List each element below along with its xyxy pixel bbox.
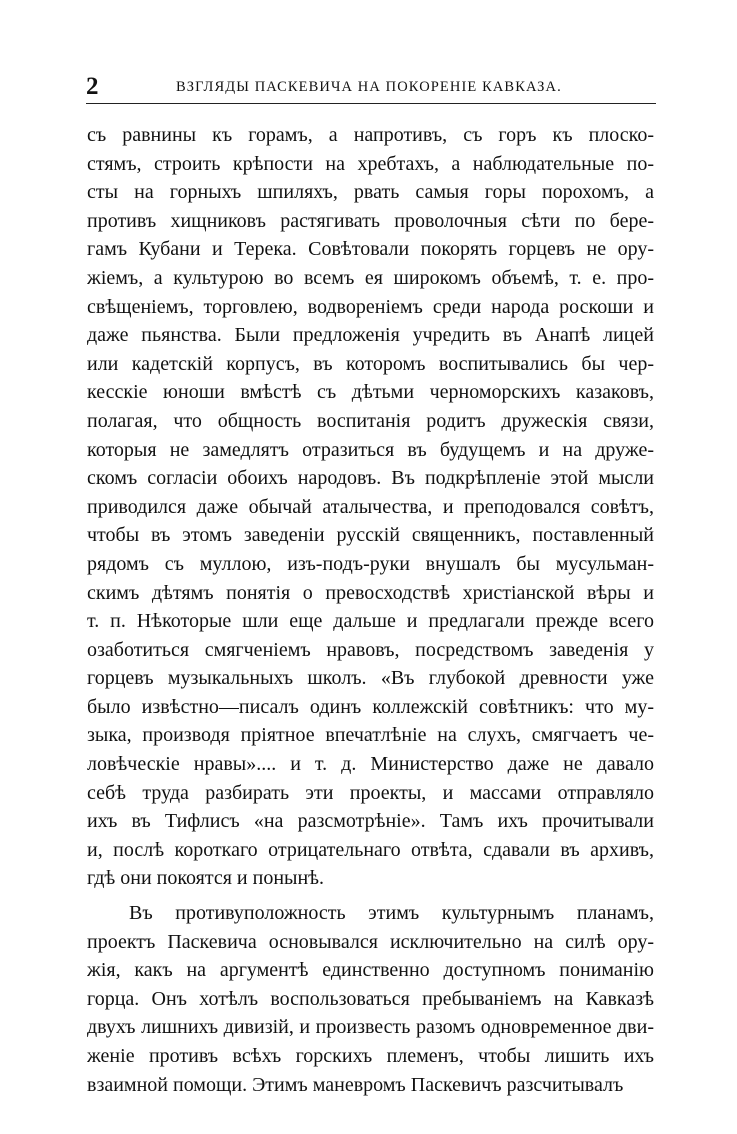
text-line: свѣщеніемъ, торговлею, водвореніемъ среди народа роскоши и bbox=[87, 295, 654, 318]
text-line: или кадетскій корпусъ, въ которомъ воспитывались бы чер- bbox=[87, 352, 654, 375]
text-line: стямъ, строить крѣпости на хребтахъ, а наблюдательные по- bbox=[87, 152, 654, 175]
text-line: ихъ въ Тифлисъ «на разсмотрѣніе». Тамъ ихъ прочитывали bbox=[87, 810, 654, 833]
text-line: женіе противъ всѣхъ горскихъ племенъ, чтобы лишить ихъ bbox=[87, 1045, 654, 1067]
paragraph-1 bbox=[87, 121, 654, 893]
page-header bbox=[86, 72, 654, 102]
text-line: двухъ лишнихъ дивизій, и произвесть разомъ одновременное дви- bbox=[87, 1016, 654, 1039]
page-number: 2 bbox=[86, 73, 99, 100]
text-line: скомъ согласіи обоихъ народовъ. Въ подкрѣпленіе этой мысли bbox=[87, 467, 654, 490]
text-line: чтобы въ этомъ заведеніи русскій священникъ, поставленный bbox=[87, 524, 654, 547]
text-line: Въ противуположность этимъ культурнымъ планамъ, bbox=[129, 902, 654, 925]
text-line: съ равнины къ горамъ, а напротивъ, съ горъ къ плоско- bbox=[87, 124, 654, 146]
text-line: гамъ Кубани и Терека. Совѣтовали покорять горцевъ не ору- bbox=[87, 238, 654, 261]
paragraph-2 bbox=[87, 899, 654, 1099]
text-line: жія, какъ на аргументѣ единственно доступномъ пониманію bbox=[87, 959, 654, 982]
text-line: и, послѣ короткаго отрицательнаго отвѣта, сдавали въ архивъ, bbox=[87, 838, 654, 861]
text-line: противъ хищниковъ растягивать проволочныя сѣти по бере- bbox=[87, 209, 654, 232]
text-line: гдѣ они покоятся и понынѣ. bbox=[87, 867, 325, 890]
header-rule bbox=[86, 103, 656, 104]
text-line: горца. Онъ хотѣлъ воспользоваться пребываніемъ на Кавказѣ bbox=[87, 987, 654, 1010]
body-text bbox=[87, 121, 654, 1099]
running-title: ВЗГЛЯДЫ ПАСКЕВИЧА НА ПОКОРЕНІЕ КАВКАЗА. bbox=[176, 79, 562, 95]
text-line: полагая, что общность воспитанія родитъ дружескія связи, bbox=[87, 409, 654, 432]
text-line: т. п. Нѣкоторые шли еще дальше и предлагали прежде всего bbox=[87, 610, 654, 633]
text-line: кесскіе юноши вмѣстѣ съ дѣтьми черноморскихъ казаковъ, bbox=[87, 381, 654, 404]
text-line: озаботиться смягченіемъ нравовъ, посредствомъ заведенія у bbox=[87, 638, 654, 661]
text-line: ловѣческіе нравы».... и т. д. Министерство даже не давало bbox=[87, 753, 654, 776]
text-line: себѣ труда разбирать эти проекты, и массами отправляло bbox=[87, 781, 654, 804]
text-line: рядомъ съ муллою, изъ-подъ-руки внушалъ бы мусульман- bbox=[87, 552, 654, 575]
text-line: которыя не замедлятъ отразиться въ будущемъ и на друже- bbox=[87, 438, 654, 461]
text-line: приводился даже обычай аталычества, и преподовался совѣтъ, bbox=[87, 495, 654, 518]
text-line: даже пьянства. Были предложенія учредить въ Анапѣ лицей bbox=[87, 324, 654, 347]
text-line: сты на горныхъ шпиляхъ, рвать самыя горы порохомъ, а bbox=[87, 181, 654, 204]
text-line: взаимной помощи. Этимъ маневромъ Паскевичъ разсчитывалъ bbox=[87, 1073, 624, 1096]
text-line: зыка, производя пріятное впечатлѣніе на слухъ, смягчаетъ че- bbox=[87, 724, 654, 747]
text-line: проектъ Паскевича основывался исключительно на силѣ ору- bbox=[87, 930, 654, 953]
text-line: было извѣстно—писалъ одинъ коллежскій совѣтникъ: что му- bbox=[87, 695, 654, 718]
text-line: скимъ дѣтямъ понятія о превосходствѣ христіанской вѣры и bbox=[87, 581, 654, 604]
text-line: горцевъ музыкальныхъ школъ. «Въ глубокой древности уже bbox=[87, 667, 654, 690]
text-line: жіемъ, а культурою во всемъ ея широкомъ объемѣ, т. е. про- bbox=[87, 266, 654, 289]
